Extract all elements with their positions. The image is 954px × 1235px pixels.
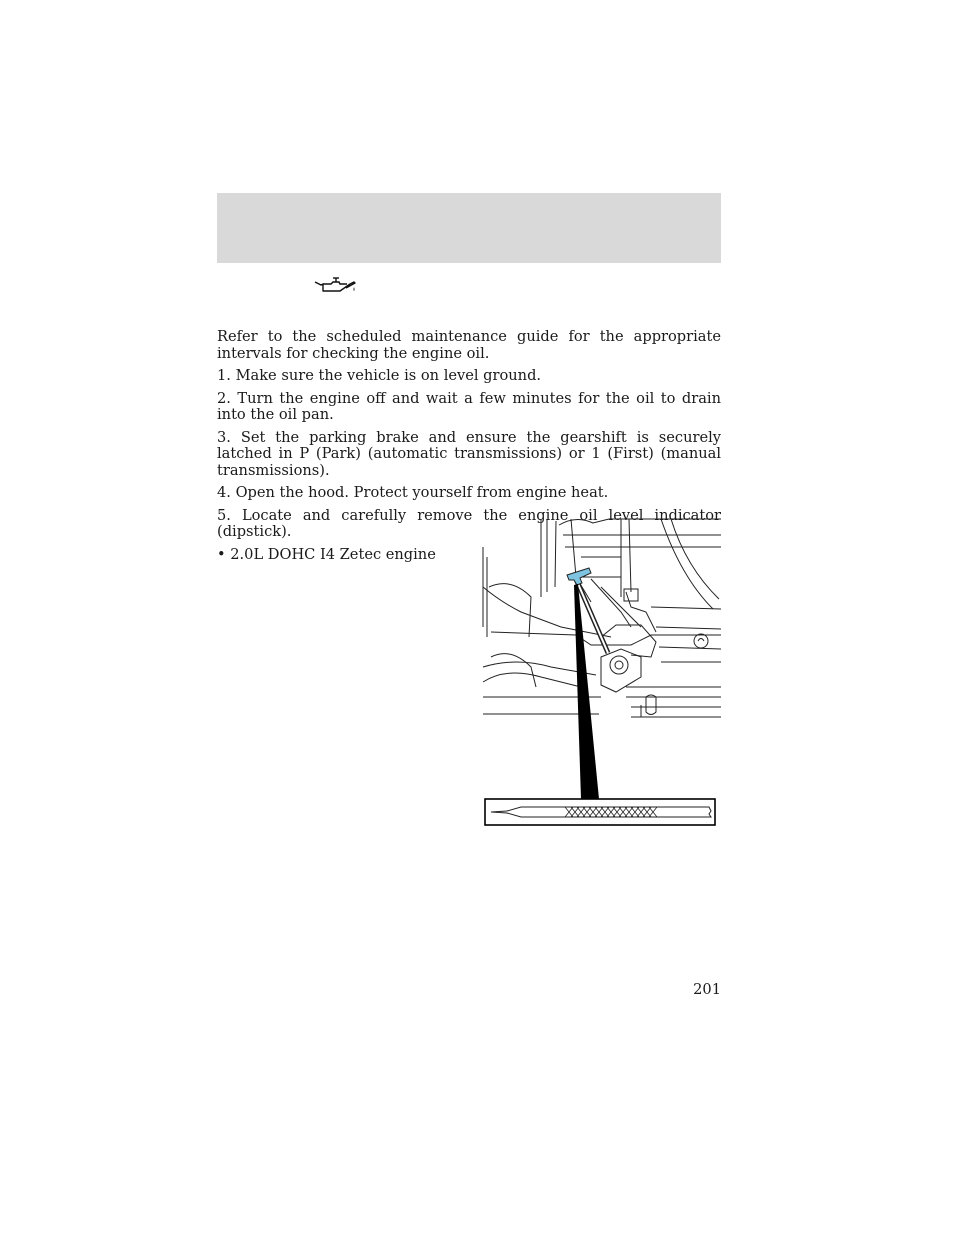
engine-bullet: • 2.0L DOHC I4 Zetec engine	[217, 545, 436, 563]
intro-paragraph: Refer to the scheduled maintenance guide for the appropriate intervals for checking the engine oil.	[217, 328, 721, 362]
section-header-band	[217, 193, 721, 263]
engine-dipstick-illustration	[481, 517, 721, 829]
oil-can-icon	[313, 276, 357, 296]
step-5: 5. Locate and carefully remove the engine oil level indicator (dipstick).	[217, 506, 721, 540]
page-number: 201	[693, 981, 721, 998]
step-1: 1. Make sure the vehicle is on level ground.	[217, 367, 542, 384]
step-4: 4. Open the hood. Protect yourself from engine heat.	[217, 484, 609, 501]
step-3: 3. Set the parking brake and ensure the gearshift is securely latched in P (Park) (automatic transmissions) or 1 (First) (manual transmissions).	[217, 428, 721, 479]
step-2: 2. Turn the engine off and wait a few minutes for the oil to drain into the oil pan.	[217, 389, 721, 423]
